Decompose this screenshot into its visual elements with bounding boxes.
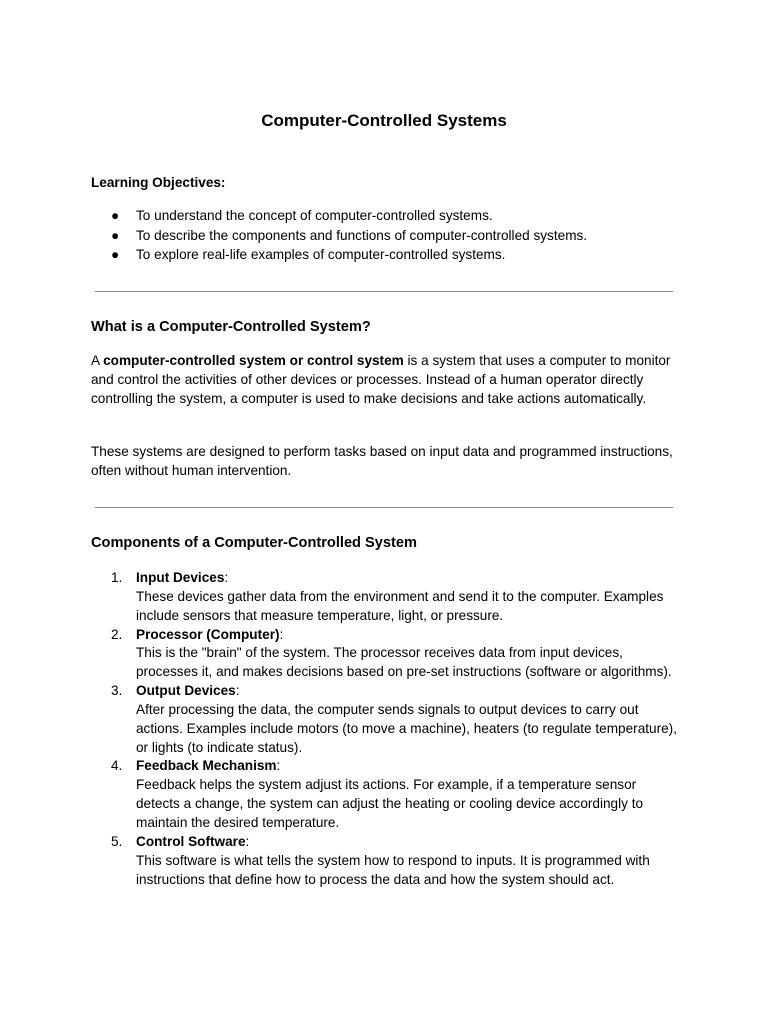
list-item [91,207,691,227]
horizontal-divider [95,291,673,292]
objective-text: To explore real-life examples of computer-controlled systems. [136,247,506,262]
list-item [91,227,691,247]
objective-text: To understand the concept of computer-controlled systems. [136,208,493,223]
list-item [91,833,681,890]
component-label: Output Devices [136,683,236,699]
component-label: Feedback Mechanism [136,758,277,774]
label-colon: : [276,758,281,774]
component-description: After processing the data, the computer sends signals to output devices to carry out actions. Examples include motors (to move a machine), heaters (to regulate temperature), or lights (to indicate status). [136,701,677,755]
component-label: Control Software [136,833,246,849]
component-description: This is the "brain" of the system. The processor receives data from input devices, processes it, and makes decisions based on pre-set instructions (software or algorithms). [136,645,672,680]
list-item [91,757,681,832]
bullet-icon: ● [111,227,120,243]
label-colon: : [224,570,229,585]
list-item [91,682,681,757]
list-number: 3. [111,683,123,699]
section-heading-components: Components of a Computer-Controlled System [91,535,417,551]
list-item [91,246,691,266]
objectives-heading: Learning Objectives: [91,175,226,190]
label-colon: : [245,833,250,849]
bold-term: computer-controlled system or control system [103,353,404,368]
list-item [91,626,681,683]
list-item [91,569,681,626]
page-title: Computer-Controlled Systems [261,111,507,130]
bullet-icon: ● [111,247,120,262]
objectives-list [91,207,691,266]
label-colon: : [235,683,240,699]
definition-paragraph [91,352,676,409]
paragraph-text: is a system that uses a computer to monitor and control the activities of other devices or processes. Instead of a human operator directly controlling the system, a computer is used to make decisions and take actions automatically. [91,353,671,406]
description-paragraph: These systems are designed to perform tasks based on input data and programmed instructions, often without human intervention. [91,444,673,478]
list-number: 4. [111,758,123,774]
list-number: 2. [111,626,123,642]
horizontal-divider [95,507,673,508]
list-number: 5. [111,833,123,849]
components-list [91,569,681,889]
component-description: This software is what tells the system how to respond to inputs. It is programmed with instructions that define how to process the data and how the system should act. [136,852,650,887]
component-label: Input Devices [136,570,225,585]
section-heading-what-is: What is a Computer-Controlled System? [91,319,371,335]
paragraph-text: A [91,353,104,368]
label-colon: : [279,626,284,642]
list-number: 1. [111,570,123,585]
component-description: These devices gather data from the environment and send it to the computer. Examples include sensors that measure temperature, light, or pressure. [136,588,664,623]
component-label: Processor (Computer) [136,626,280,642]
bullet-icon: ● [111,208,120,223]
component-description: Feedback helps the system adjust its actions. For example, if a temperature sensor detects a change, the system can adjust the heating or cooling device accordingly to maintain the desired temperature. [136,777,644,830]
objective-text: To describe the components and functions of computer-controlled systems. [136,227,588,243]
